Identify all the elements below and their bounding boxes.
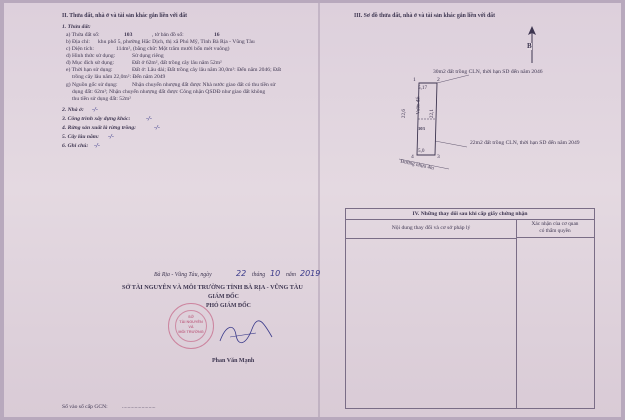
address-value: khu phố 5, phường Hắc Dịch, thị xã Phú Mỹ, Tỉnh Bà Rịa - Vũng Tàu (98, 39, 255, 45)
usage-form-label: d) Hình thức sử dụng: (66, 53, 116, 59)
position-deputy-director: PHÓ GIÁM ĐỐC (206, 303, 251, 309)
usage-term-line2: trồng cây lâu năm 22,0m²: Đến năm 2049 (72, 74, 166, 80)
vertex-4: 4 (411, 154, 414, 160)
usage-term-line1: Đất ở: Lâu dài; Đất trồng cây lâu năm 30,0m²: Đến năm 2046; Đất (132, 67, 282, 73)
registry-value: ........................ (122, 404, 156, 410)
section-iii-heading: III. Sơ đồ thửa đất, nhà ở và tài sản khác gắn liền với đất (354, 13, 495, 19)
date-day: 22 (236, 269, 247, 278)
usage-term-label: e) Thời hạn sử dụng: (66, 67, 113, 73)
house-value: -/- (92, 107, 98, 113)
dimension-bottom: 5,0 (418, 148, 425, 154)
usage-purpose-label: đ) Mục đích sử dụng: (66, 60, 115, 66)
changes-table-title: IV. Những thay đổi sau khi cấp giấy chứng nhận (346, 209, 594, 220)
date-year: 2019 (300, 269, 321, 278)
house-label: 2. Nhà ở: (62, 107, 84, 113)
dimension-right: 22,1 (428, 109, 435, 119)
parcel-number-label: a) Thửa đất số: (66, 32, 100, 38)
signer-name: Phan Văn Mạnh (212, 358, 255, 364)
col-authority-confirmation: Xác nhận của cơ quan có thẩm quyền (516, 219, 594, 238)
land-parcel-label: 1. Thửa đất: (62, 24, 91, 30)
registry-label: Số vào sổ cấp GCN: (62, 404, 108, 410)
other-works-value: -/- (146, 116, 152, 122)
col-change-content: Nội dung thay đổi và cơ sở pháp lý (346, 219, 517, 239)
road-label: Đường nhựa 4m (399, 158, 435, 172)
usage-form-value: Sử dụng riêng (132, 53, 164, 59)
land-parcel-diagram (369, 63, 549, 173)
date-year-label: năm (286, 272, 296, 278)
parcel-number-diagram: 103 (418, 126, 425, 131)
area-value: 114m², (bằng chữ: Một trăm mười bốn mét vuông) (116, 46, 230, 52)
parcel-number: 103 (124, 32, 133, 38)
page-fold (318, 3, 320, 417)
perennial-label: 5. Cây lâu năm: (62, 134, 99, 140)
vertex-1: 1 (413, 77, 416, 83)
origin-line2: dụng đất: 62m²; Nhận chuyển nhượng đất được Công nhận QSDĐ như giao đất không (72, 89, 266, 95)
origin-line1: Nhận chuyển nhượng đất được Nhà nước giao đất có thu tiền sử (132, 82, 276, 88)
official-stamp: SỞ TÀI NGUYÊN VÀ MÔI TRƯỜNG (168, 303, 214, 349)
table-column-divider (516, 238, 517, 408)
address-label: b) Địa chỉ: (66, 39, 90, 45)
vertex-2: 2 (437, 77, 440, 83)
date-month: 10 (270, 269, 281, 278)
forest-value: -/- (154, 125, 160, 131)
note-cln-2049: 22m2 đất trồng CLN, thời hạn SD đến năm 2049 (470, 140, 580, 146)
section-ii-heading: II. Thửa đất, nhà ở và tài sản khác gắn liền với đất (62, 13, 188, 19)
date-place: Bà Rịa - Vũng Tàu, ngày (154, 272, 212, 278)
origin-line3: thu tiền sử dụng đất: 52m² (72, 96, 131, 102)
map-sheet-number: 16 (214, 32, 220, 38)
changes-table (345, 208, 595, 409)
north-label: B (527, 42, 532, 50)
position-director: GIÁM ĐỐC (208, 294, 239, 300)
other-works-label: 3. Công trình xây dựng khác: (62, 116, 131, 122)
origin-label: g) Nguồn gốc sử dụng: (66, 82, 118, 88)
forest-label: 4. Rừng sản xuất là rừng trồng: (62, 125, 137, 131)
vertex-3: 3 (437, 154, 440, 160)
map-sheet-label: , tờ bản đồ số: (152, 32, 184, 38)
notes-label: 6. Ghi chú: (62, 143, 89, 149)
perennial-value: -/- (108, 134, 114, 140)
area-label: c) Diện tích: (66, 46, 94, 52)
issuing-organization: SỞ TÀI NGUYÊN VÀ MÔI TRƯỜNG TỈNH BÀ RỊA - VŨNG TÀU (122, 284, 303, 291)
usage-purpose-value: Đất ở 62m², đất trồng cây lâu năm 52m² (132, 60, 222, 66)
notes-value: -/- (94, 143, 100, 149)
note-cln-2046: 30m2 đất trồng CLN, thời hạn SD đến năm 2046 (433, 69, 543, 75)
dimension-left: 22,6 (400, 109, 407, 119)
certificate-sheet (4, 3, 621, 417)
dimension-top: 5,17 (418, 85, 428, 91)
date-month-label: tháng (252, 272, 266, 278)
parcel-land-type: Vườn đất (416, 96, 422, 115)
signature-mark (216, 319, 276, 349)
